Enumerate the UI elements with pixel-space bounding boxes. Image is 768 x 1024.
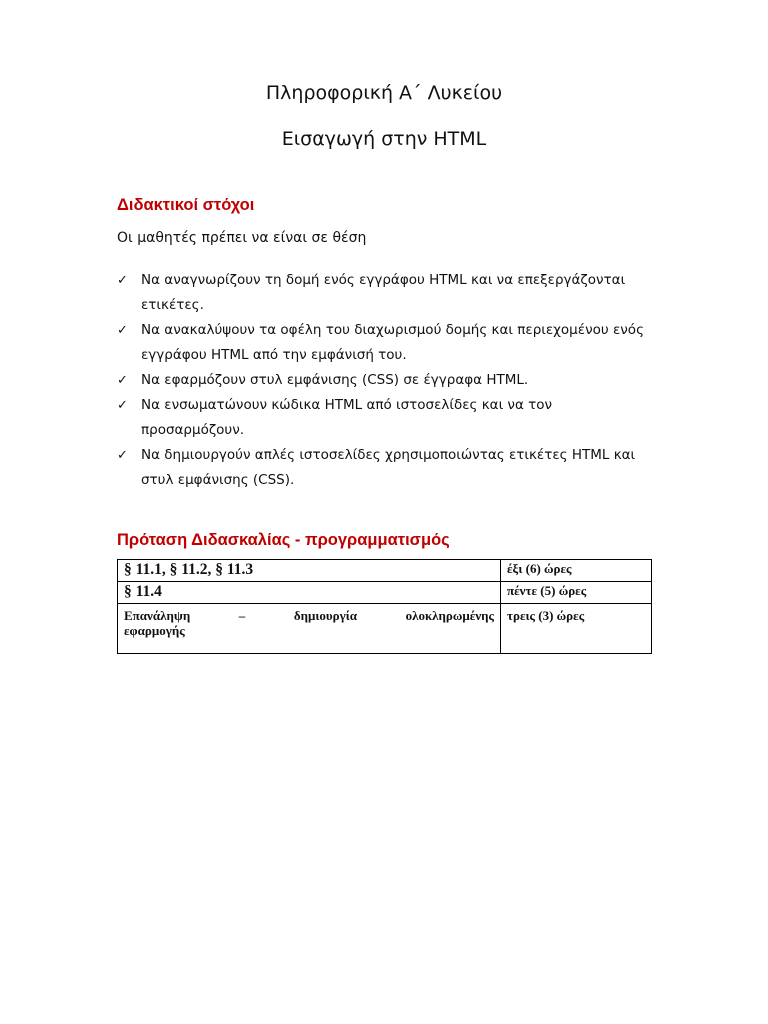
goal-item bbox=[117, 443, 657, 493]
topic-word: ολοκληρωμένης bbox=[405, 608, 494, 623]
table-row bbox=[118, 604, 652, 654]
goal-item bbox=[117, 368, 657, 393]
topic-line2: εφαρμογής bbox=[124, 623, 185, 638]
goal-text-line2: εγγράφου HTML από την εμφάνισή του. bbox=[141, 347, 407, 363]
hours-cell: πέντε (5) ώρες bbox=[501, 582, 652, 604]
goal-item bbox=[117, 268, 657, 318]
checkmark-icon: ✓ bbox=[117, 448, 128, 463]
topic-cell: § 11.1, § 11.2, § 11.3 bbox=[118, 560, 501, 582]
goal-text-line2: προσαρμόζουν. bbox=[141, 422, 245, 438]
document-subtitle: Εισαγωγή στην HTML bbox=[281, 128, 487, 150]
document-title: Πληροφορική Α΄ Λυκείου bbox=[265, 82, 503, 104]
checkmark-icon: ✓ bbox=[117, 273, 128, 288]
hours-cell: έξι (6) ώρες bbox=[501, 560, 652, 582]
goal-item bbox=[117, 393, 657, 443]
goal-text-line1: Να ενσωματώνουν κώδικα HTML από ιστοσελίδες και να τον bbox=[141, 397, 553, 413]
goal-text-line1: Να ανακαλύψουν τα οφέλη του διαχωρισμού δομής και περιεχομένου ενός bbox=[141, 322, 644, 338]
hours-cell: τρεις (3) ώρες bbox=[501, 604, 652, 654]
topic-cell bbox=[118, 604, 501, 654]
plan-table bbox=[117, 559, 652, 654]
checkmark-icon: ✓ bbox=[117, 373, 128, 388]
checkmark-icon: ✓ bbox=[117, 323, 128, 338]
topic-word: Επανάληψη bbox=[124, 608, 191, 623]
table-row bbox=[118, 560, 652, 582]
goal-text-line1: Να δημιουργούν απλές ιστοσελίδες χρησιμοποιώντας ετικέτες HTML και bbox=[141, 447, 636, 463]
topic-line1 bbox=[124, 608, 494, 623]
goal-text-line1: Να εφαρμόζουν στυλ εμφάνισης (CSS) σε έγγραφα HTML. bbox=[141, 372, 529, 388]
goal-text-line2: στυλ εμφάνισης (CSS). bbox=[141, 472, 295, 488]
checkmark-icon: ✓ bbox=[117, 398, 128, 413]
goals-heading: Διδακτικοί στόχοι bbox=[117, 196, 255, 214]
goal-text-line2: ετικέτες. bbox=[141, 297, 204, 313]
plan-heading: Πρόταση Διδασκαλίας - προγραμματισμός bbox=[117, 531, 450, 549]
goal-item bbox=[117, 318, 657, 368]
topic-word: δημιουργία bbox=[293, 608, 357, 623]
goals-intro: Οι μαθητές πρέπει να είναι σε θέση bbox=[117, 230, 367, 246]
topic-cell: § 11.4 bbox=[118, 582, 501, 604]
goals-list bbox=[117, 268, 657, 493]
goal-text-line1: Να αναγνωρίζουν τη δομή ενός εγγράφου HTML και να επεξεργάζονται bbox=[141, 272, 626, 288]
table-row bbox=[118, 582, 652, 604]
topic-word: – bbox=[238, 608, 246, 623]
